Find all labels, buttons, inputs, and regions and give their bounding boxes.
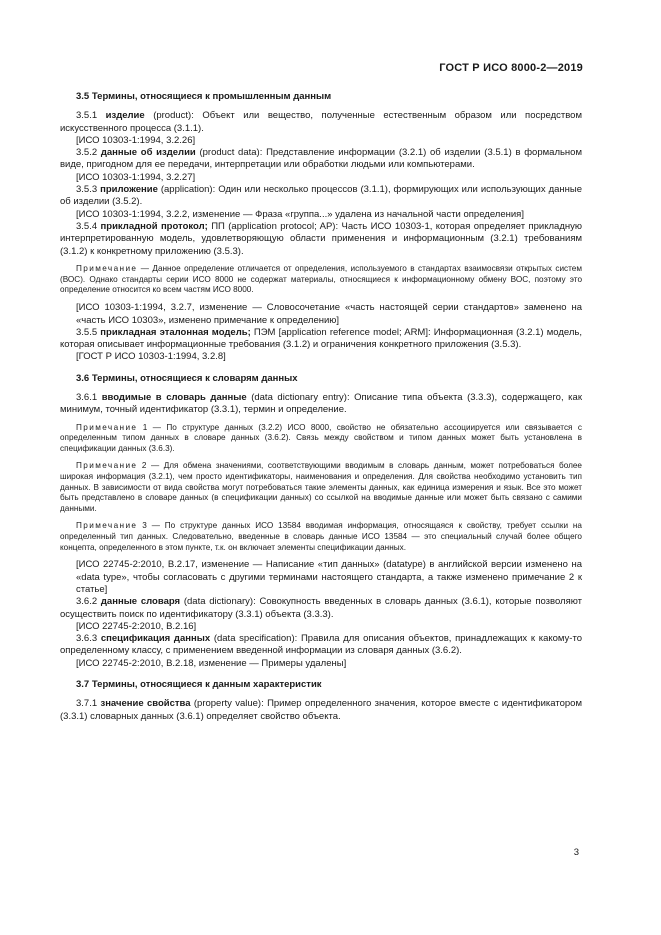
term-entry-3-5-2: 3.5.2 данные об изделии (product data): Представление информации (3.2.1) об изделии (3.5.1) в формальном виде, пригодном для ее передачи, интерпретации или обработки людьми или компьютерами.: [60, 147, 582, 171]
term-entry-3-6-1: 3.6.1 вводимые в словарь данные (data dictionary entry): Описание типа объекта (3.3.3), содержащего, как минимум, точный идентификатор (3.3.1), термин и определение.: [60, 392, 582, 416]
term-name: данные словаря: [100, 596, 181, 608]
term-source: [ИСО 22745-2:2010, В.2.17, изменение — Написание «тип данных» (datatype) в английской версии изменено на «data type», чтобы согласовать с другими терминами настоящего стандарта, а также изменено примечание 2 к статье]: [76, 559, 582, 595]
term-source: [ГОСТ Р ИСО 10303-1:1994, 3.2.8]: [76, 351, 226, 363]
term-source: [ИСО 10303-1:1994, 3.2.27]: [76, 171, 196, 183]
term-source: [ИСО 22745-2:2010, В.2.16]: [76, 620, 197, 632]
term-source: [ИСО 10303-1:1994, 3.2.7, изменение — Словосочетание «часть настоящей серии стандартов» заменено на «часть ИСО 10303», изменено примечание к определению]: [76, 302, 582, 326]
term-name: данные об изделии: [100, 147, 196, 159]
document-header: ГОСТ Р ИСО 8000-2—2019: [439, 62, 583, 74]
term-name: спецификация данных: [100, 633, 211, 645]
term-name: значение свойства: [100, 698, 191, 710]
term-entry-3-5-4: 3.5.4 прикладной протокол; ПП (application protocol; AP): Часть ИСО 10303-1, которая определяет прикладную интерпретированную модель, удовлетворяющую области применения и информационным (3.2.1) требованиям (3.1.2) к конкретному приложению (3.5.3).: [60, 220, 582, 257]
section-heading-3-7: 3.7 Термины, относящиеся к данным характеристик: [76, 679, 322, 691]
term-note: Примечание — Данное определение отличается от определения, используемого в стандартах взаимосвязи открытых систем (ВОС). Однако стандарты серии ИСО 8000 не содержат материалы, относящиеся к информационному обмену ВОС, поэтому это определение относится ко всем частям ИСО 8000.: [60, 263, 582, 295]
term-note-3: Примечание 3 — По структуре данных ИСО 13584 вводимая информация, относящаяся к свойству, требует ссылки на определенный тип данных. Следовательно, введенные в словарь данные ИСО 13584 — это специальный случай более общего концепта, определенного в этом пункте, т.к. он включает элементы спецификации данных.: [60, 521, 582, 552]
term-source: [ИСО 10303-1:1994, 3.2.2, изменение — Фраза «группа...» удалена из начальной части определения]: [76, 208, 524, 220]
term-source: [ИСО 22745-2:2010, В.2.18, изменение — Примеры удалены]: [76, 657, 347, 669]
page-body: [60, 91, 582, 723]
term-entry-3-7-1: 3.7.1 значение свойства (property value): Пример определенного значения, которое вместе с идентификатором (3.3.1) словарных данных (3.6.1) определяет свойство объекта.: [60, 698, 582, 722]
term-name: прикладная эталонная модель;: [100, 326, 251, 338]
term-entry-3-5-3: 3.5.3 приложение (application): Один или несколько процессов (3.1.1), формирующих или использующих данные об изделии (3.5.2).: [60, 184, 583, 208]
term-entry-3-6-3: 3.6.3 спецификация данных (data specification): Правила для описания объектов, принадлежащих к какому-то определенному классу, с применением введенной информации из словаря данных (3.6.2).: [60, 633, 582, 657]
term-entry-3-5-5: 3.5.5 прикладная эталонная модель; ПЭМ [application reference model; ARM]: Информационная (3.2.1) модель, которая описывает информационные требования (3.1.2) и ограничения конкретного приложения (3.5.3).: [60, 326, 582, 351]
term-entry-3-5-1: 3.5.1 изделие (product): Объект или вещество, полученные естественным образом или посредством искусственного процесса (3.1.1).: [60, 110, 582, 134]
term-note-2: Примечание 2 — Для обмена значениями, соответствующими вводимым в словарь данным, может потребоваться более широкая информация (3.2.1), чем просто идентификаторы, наименования и определения. Для свойства необходимо установить тип данных. В зависимости от вида свойства могут потребоваться такие элементы данных, как единица измерения и язык. Все это может быть представлено в словаре данных (в спецификации данных) со ссылкой на вводимые данные или может быть связано с самими данными.: [60, 461, 582, 514]
term-name: вводимые в словарь данные: [101, 392, 247, 404]
term-entry-3-6-2: 3.6.2 данные словаря (data dictionary): Совокупность введенных в словарь данных (3.6.1), которые позволяют осуществить поиск по идентификатору (3.3.1) объекта (3.3.3).: [60, 596, 582, 620]
section-heading-3-6: 3.6 Термины, относящиеся к словарям данных: [76, 372, 298, 384]
term-source: [ИСО 10303-1:1994, 3.2.26]: [76, 134, 196, 146]
term-name: прикладной протокол;: [100, 220, 208, 232]
section-heading-3-5: 3.5 Термины, относящиеся к промышленным данным: [76, 91, 332, 102]
term-name: изделие: [105, 110, 145, 122]
page-number: 3: [573, 847, 579, 858]
term-note-1: Примечание 1 — По структуре данных (3.2.2) ИСО 8000, свойство не обязательно ассоциируется или связывается с определенным типом данных в словаре данных (3.6.2). Связь между свойством и типом данных может быть установлена в спецификации данных (3.6.3).: [60, 422, 582, 454]
term-name: приложение: [100, 184, 158, 196]
